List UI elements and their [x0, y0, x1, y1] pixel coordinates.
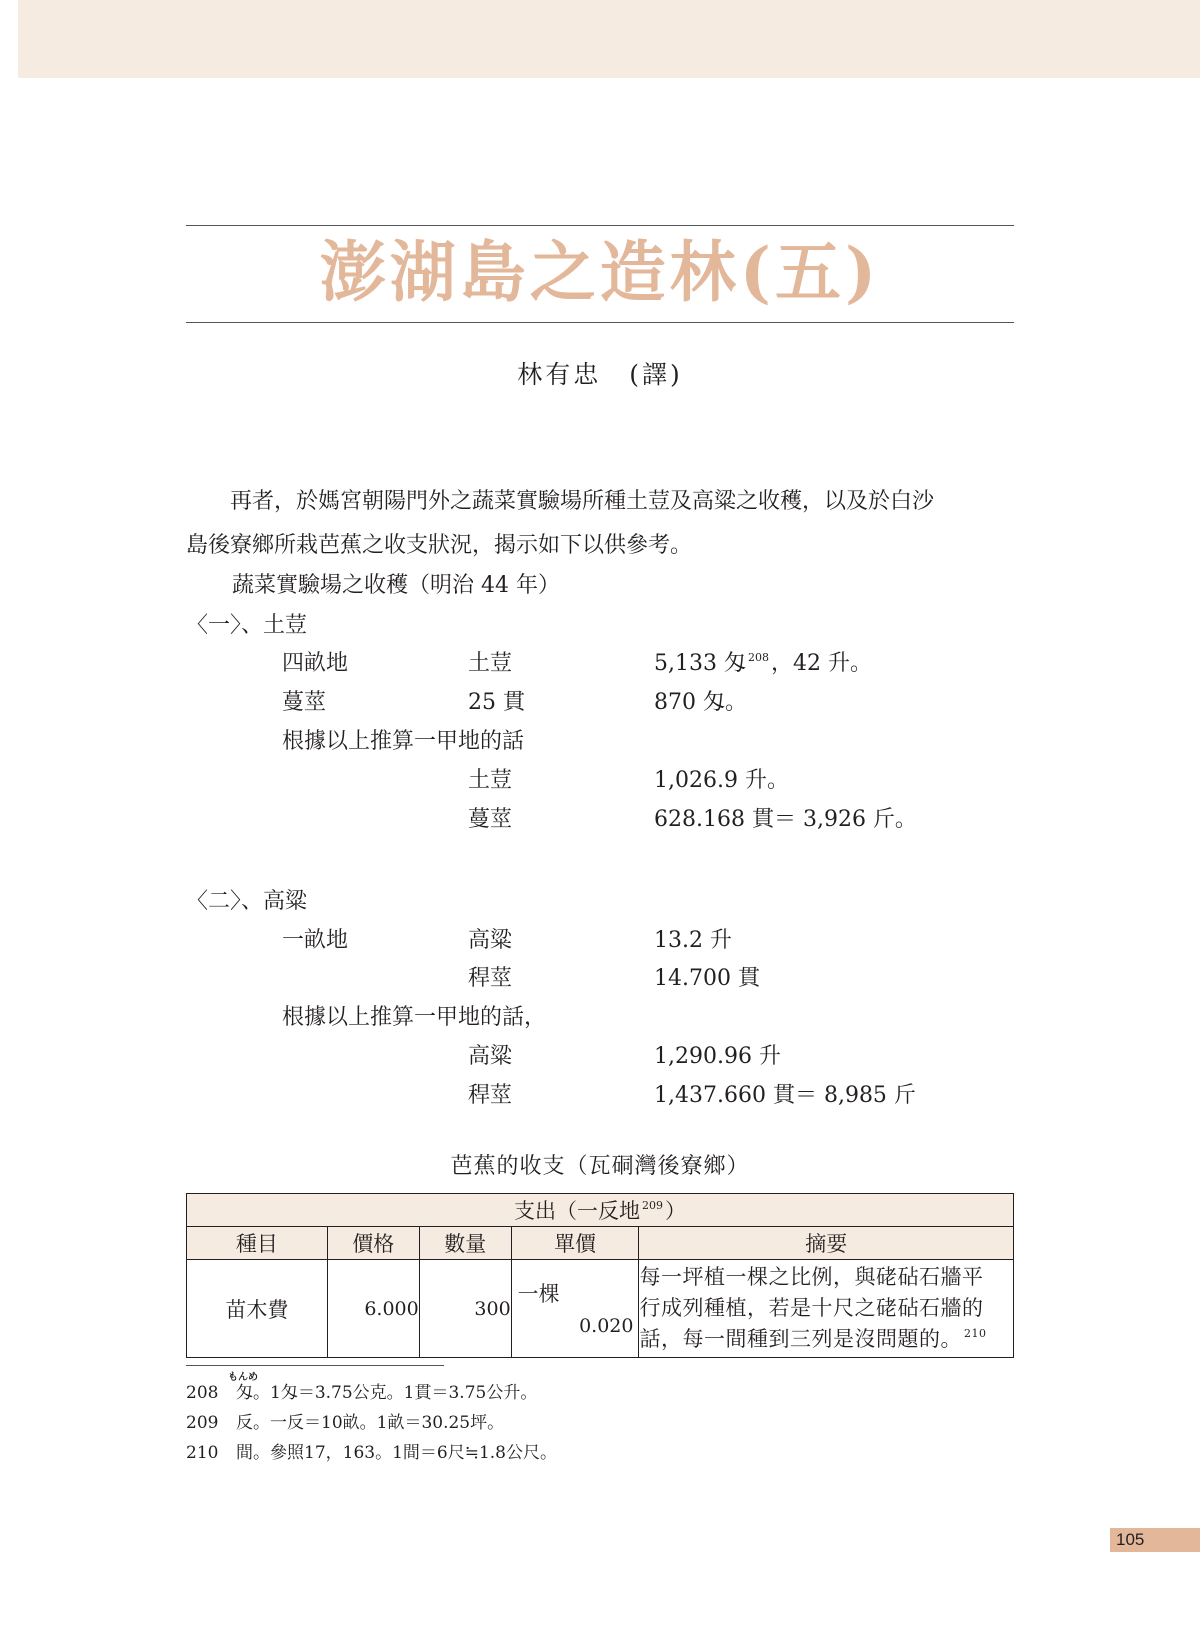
page-number: 105 — [1110, 1528, 1200, 1552]
s2-r1-c: 13.2 升 — [654, 928, 732, 953]
table-group-header — [187, 1194, 1014, 1227]
title-top-rule — [186, 225, 1014, 226]
footnote-ref-210: 210 — [963, 1327, 987, 1340]
s1-r1-b: 土荳 — [468, 651, 513, 676]
table-group-post: ） — [665, 1199, 686, 1223]
col-header-note: 摘要 — [639, 1227, 1014, 1260]
footnote-ruby: もんめ — [228, 1372, 258, 1383]
s1-r1-c — [654, 649, 872, 679]
s2-r4-b: 稈莖 — [468, 1083, 513, 1108]
s1-r1-a: 四畝地 — [282, 651, 349, 676]
footnote-text: 匁。1匁＝3.75公克。1貫＝3.75公升。 — [236, 1383, 538, 1403]
footnote-text: 間。參照17，163。1間＝6尺≒1.8公尺。 — [236, 1443, 557, 1463]
footnote-text: 反。一反＝10畝。1畝＝30.25坪。 — [236, 1413, 505, 1433]
s1-r2-c: 870 匁。 — [654, 690, 747, 715]
s2-r3-c: 1,290.96 升 — [654, 1044, 781, 1069]
s1-r3-c: 1,026.9 升。 — [654, 768, 789, 793]
cell-unit — [511, 1260, 639, 1358]
note-line-3: 話，每一間種到三列是沒問題的。 — [639, 1327, 962, 1351]
footnote-208 — [186, 1381, 537, 1405]
intro-line-2: 島後寮鄉所栽芭蕉之收支狀況，揭示如下以供參考。 — [186, 533, 693, 558]
table-caption: 芭蕉的收支（瓦硐灣後寮鄉） — [450, 1154, 750, 1179]
header-band — [18, 0, 1200, 78]
s1-r4-c: 628.168 貫＝ 3,926 斤。 — [654, 807, 917, 832]
cell-price: 6.000 — [327, 1260, 419, 1358]
table-group-pre: 支出（一反地 — [514, 1199, 640, 1223]
col-header-item: 種目 — [187, 1227, 328, 1260]
page-title: 澎湖島之造林(五) — [319, 233, 881, 311]
s2-r2-c: 14.700 貫 — [654, 966, 760, 991]
author: 林有忠 (譯) — [517, 360, 683, 389]
footnote-rule — [186, 1365, 444, 1366]
cell-qty: 300 — [419, 1260, 511, 1358]
footnote-num: 209 — [186, 1413, 219, 1433]
s2-r2-b: 稈莖 — [468, 966, 513, 991]
cell-note — [639, 1260, 1014, 1358]
footnote-209 — [186, 1411, 504, 1435]
section-title: 蔬菜實驗場之收穫（明治 44 年） — [232, 573, 560, 598]
cell-unit-price: 0.020 — [579, 1315, 634, 1337]
footnote-num: 210 — [186, 1443, 219, 1463]
s1-r2-a: 蔓莖 — [282, 690, 327, 715]
s2-r3-b: 高粱 — [468, 1044, 513, 1069]
note-line-2: 行成列種植，若是十尺之硓砧石牆的 — [639, 1296, 984, 1320]
s2-heading: 〈二〉、高粱 — [186, 889, 308, 914]
s1-r2-b: 25 貫 — [468, 690, 525, 715]
footnote-ref-209: 209 — [642, 1199, 663, 1212]
col-header-unit-price: 單價 — [511, 1227, 639, 1260]
income-expense-table — [186, 1193, 1014, 1358]
s1-calc: 根據以上推算一甲地的話 — [282, 729, 525, 754]
s2-calc: 根據以上推算一甲地的話， — [282, 1005, 547, 1030]
table-row — [187, 1260, 1014, 1358]
footnote-ref-208: 208 — [747, 651, 769, 664]
col-header-qty: 數量 — [419, 1227, 511, 1260]
note-line-1: 每一坪植一棵之比例，與硓砧石牆平 — [639, 1265, 984, 1289]
intro-paragraph — [186, 480, 1014, 568]
s1-heading: 〈一〉、土荳 — [186, 613, 308, 638]
intro-line-1: 再者，於媽宮朝陽門外之蔬菜實驗場所種土荳及高粱之收穫，以及於白沙 — [230, 489, 935, 514]
s1-r1-c-post: ，42 升。 — [770, 651, 872, 676]
s2-r4-c: 1,437.660 貫＝ 8,985 斤 — [654, 1083, 916, 1108]
footnote-210 — [186, 1441, 557, 1465]
s1-r4-b: 蔓莖 — [468, 807, 513, 832]
cell-unit-label: 一棵 — [517, 1282, 560, 1306]
col-header-price: 價格 — [327, 1227, 419, 1260]
s2-r1-b: 高粱 — [468, 928, 513, 953]
s1-r3-b: 土荳 — [468, 768, 513, 793]
s2-r1-a: 一畝地 — [282, 928, 349, 953]
title-bottom-rule — [186, 322, 1014, 323]
s1-r1-c-pre: 5,133 匁 — [654, 651, 746, 676]
cell-item: 苗木費 — [187, 1260, 328, 1358]
footnote-num: 208 — [186, 1383, 219, 1403]
